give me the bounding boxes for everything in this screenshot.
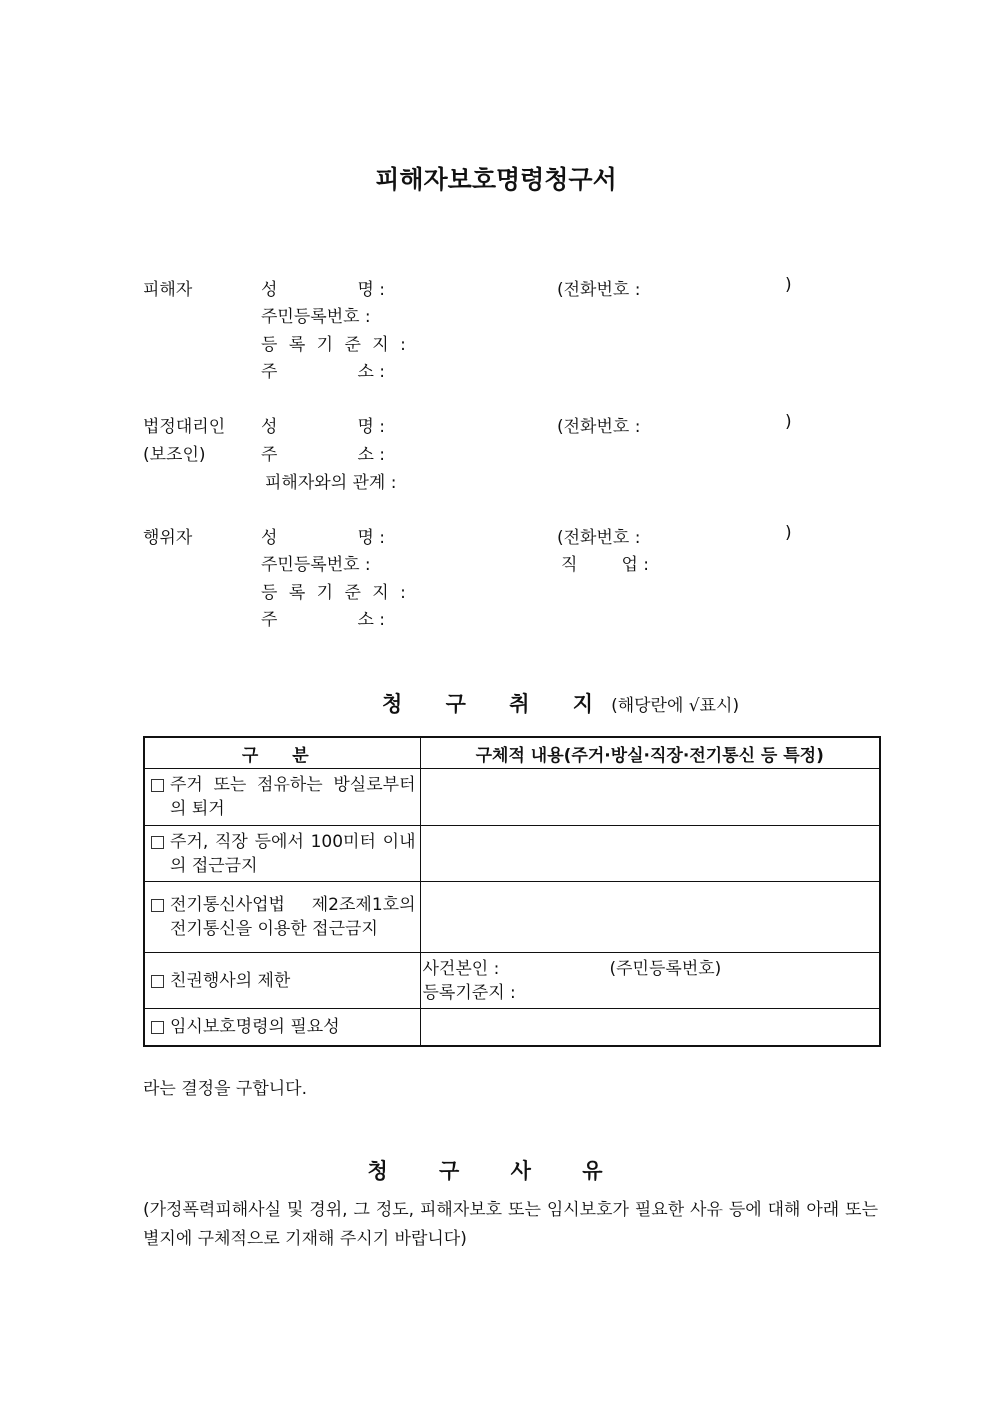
closing-text: 라는 결정을 구합니다. <box>143 1079 308 1099</box>
column-header-detail: 구체적 내용(주거·방실·직장·전기통신 등 특정) <box>420 737 880 769</box>
representative-phone-label: (전화번호 : <box>557 417 641 437</box>
claim-purpose-heading <box>382 688 739 718</box>
actor-job-label: 직 업 : <box>561 555 649 575</box>
claim-item-label: 주거 또는 점유하는 방실로부터의 퇴거 <box>170 775 416 819</box>
claim-item-label: 주거, 직장 등에서 100미터 이내의 접근금지 <box>170 831 416 876</box>
case-subject-registration-label: 등록기준지 : <box>422 982 516 1003</box>
checkbox[interactable] <box>151 899 164 912</box>
victim-name-label: 성 명 : <box>261 280 385 300</box>
case-subject-rrn-label: (주민등록번호) <box>609 958 722 979</box>
claim-item-label: 전기통신사업법 제2조제1호의 전기통신을 이용한 접근금지 <box>170 895 416 939</box>
table-row <box>144 1009 880 1046</box>
claim-item-label: 임시보호명령의 필요성 <box>170 1016 340 1037</box>
checkbox[interactable] <box>151 779 164 792</box>
actor-rrn-label: 주민등록번호 : <box>261 555 371 575</box>
column-header-category: 구 분 <box>144 737 420 769</box>
table-header-row <box>144 737 880 769</box>
victim-registration-label: 등 록 기 준 지 : <box>261 335 409 355</box>
claim-item-label: 친권행사의 제한 <box>170 970 291 991</box>
claim-purpose-note: (해당란에 √표시) <box>611 696 740 716</box>
actor-address-label: 주 소 : <box>261 610 385 630</box>
document-title: 피해자보호명령청구서 <box>375 165 617 194</box>
table-row <box>144 882 880 953</box>
claim-purpose-title: 청 구 취 지 <box>382 692 612 716</box>
actor-registration-label: 등 록 기 준 지 : <box>261 583 409 603</box>
claim-item-detail[interactable] <box>420 769 880 826</box>
victim-phone-close: ) <box>785 275 792 295</box>
representative-relation-label: 피해자와의 관계 : <box>265 473 397 493</box>
table-row <box>144 826 880 882</box>
claim-reason-instruction: (가정폭력피해사실 및 경위, 그 정도, 피해자보호 또는 임시보호가 필요한 사유 등에 대해 아래 또는 별지에 구체적으로 기재해 주시기 바랍니다) <box>143 1200 878 1249</box>
table-row <box>144 953 880 1009</box>
actor-phone-close: ) <box>785 523 792 543</box>
claim-item-detail[interactable] <box>420 882 880 953</box>
claim-item-detail[interactable] <box>420 826 880 882</box>
checkbox[interactable] <box>151 975 164 988</box>
victim-phone-label: (전화번호 : <box>557 280 641 300</box>
victim-address-label: 주 소 : <box>261 362 385 382</box>
victim-heading: 피해자 <box>143 280 193 300</box>
representative-subheading: (보조인) <box>143 445 206 465</box>
representative-address-label: 주 소 : <box>261 445 385 465</box>
actor-name-label: 성 명 : <box>261 528 385 548</box>
actor-phone-label: (전화번호 : <box>557 528 641 548</box>
table-row <box>144 769 880 826</box>
representative-name-label: 성 명 : <box>261 417 385 437</box>
checkbox[interactable] <box>151 836 164 849</box>
representative-heading: 법정대리인 <box>143 417 226 437</box>
representative-phone-close: ) <box>785 412 792 432</box>
claim-purpose-table <box>143 736 881 1047</box>
claim-item-detail[interactable] <box>420 1009 880 1046</box>
actor-heading: 행위자 <box>143 528 193 548</box>
claim-item-detail[interactable] <box>420 953 880 1009</box>
claim-reason-title: 청 구 사 유 <box>367 1159 625 1183</box>
checkbox[interactable] <box>151 1021 164 1034</box>
victim-rrn-label: 주민등록번호 : <box>261 307 371 327</box>
case-subject-label: 사건본인 : <box>422 958 500 979</box>
